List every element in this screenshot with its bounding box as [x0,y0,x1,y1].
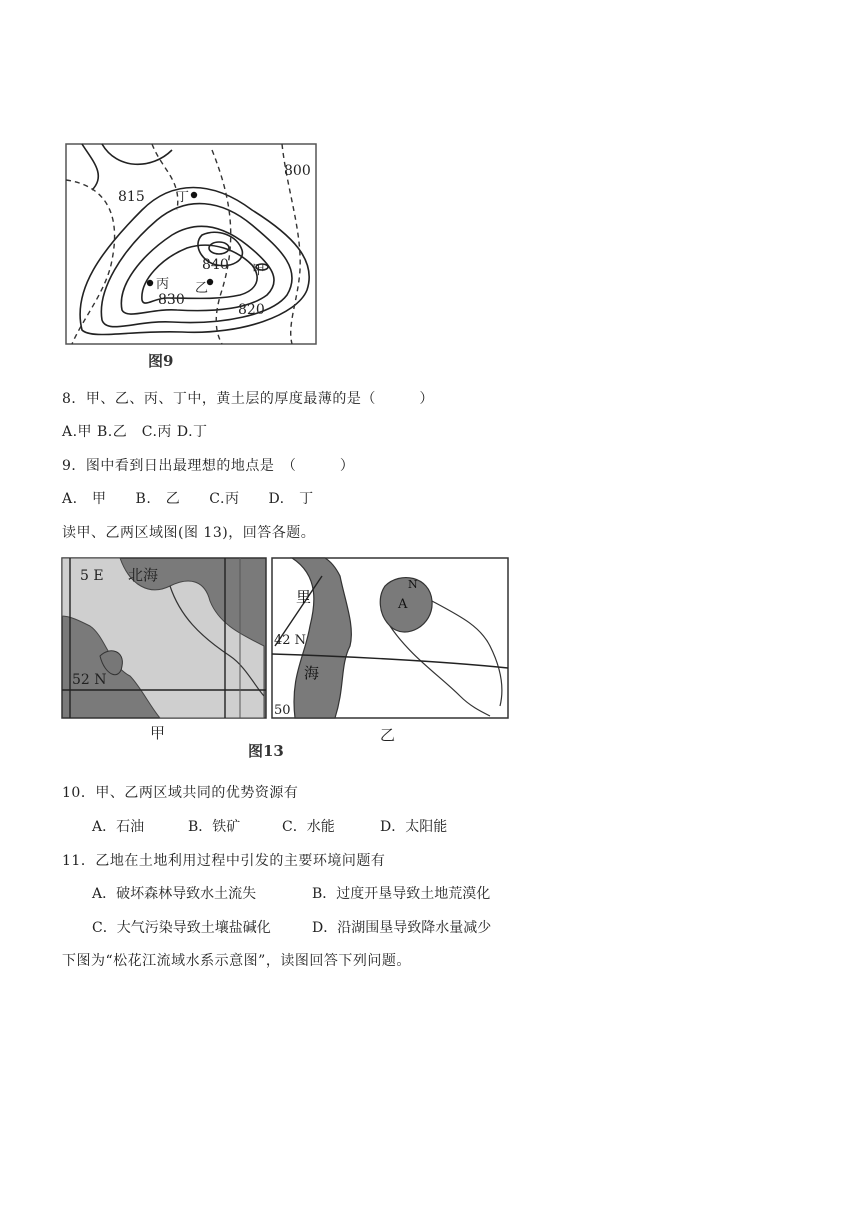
map-jia-label: 甲 [150,724,166,742]
contour-label-840: 840 [202,257,229,273]
contour-label-830: 830 [158,292,185,308]
point-label-ding: 丁 [176,190,190,205]
point-label-jia: 甲 [252,263,266,278]
question-11-stem: 11．乙地在土地利用过程中引发的主要环境问题有 [62,853,386,869]
map-yi-lat-mid: 42 N [274,633,307,648]
map-yi-lake: A [398,597,408,612]
figure-9-contour-map [62,140,320,370]
contour-label-800: 800 [284,163,311,179]
figure-9-caption: 图9 [148,352,174,370]
question-11-option-d: D．沿湖围垦导致降水量减少 [312,920,492,936]
question-8-options: A.甲 B.乙 C.丙 D.丁 [62,424,208,440]
songhua-river-intro: 下图为“松花江流域水系示意图”，读图回答下列问题。 [62,953,411,969]
question-9-options: A. 甲 B. 乙 C.丙 D. 丁 [62,491,314,507]
figure-13-intro: 读甲、乙两区域图(图 13)，回答各题。 [62,525,316,541]
question-11-option-c: C．大气污染导致土壤盐碱化 [92,920,271,936]
question-10-option-b: B．铁矿 [188,819,241,835]
question-9-stem: 9．图中看到日出最理想的地点是 （ ） [62,458,355,474]
question-8-stem: 8．甲、乙、丙、丁中，黄土层的厚度最薄的是（ ） [62,391,434,407]
map-yi-sea-bottom: 海 [304,664,320,682]
map-jia-sea: 北海 [128,566,159,584]
question-11-option-a: A．破坏森林导致水土流失 [92,886,257,902]
map-yi-label: 乙 [380,726,396,744]
map-yi-lat-bottom: 50 [274,703,291,718]
point-label-bing: 丙 [156,277,170,292]
map-jia-lon: 5 E [80,568,104,584]
question-10-stem: 10．甲、乙两区域共同的优势资源有 [62,785,299,801]
map-yi-north: N [408,578,418,591]
figure-13-caption: 图13 [248,742,284,760]
map-yi [272,558,508,718]
question-10-option-d: D．太阳能 [380,819,448,835]
contour-label-820: 820 [238,302,265,318]
map-jia-lat: 52 N [72,672,107,688]
figure-13-regional-maps [60,556,510,766]
map-yi-sea-top: 里 [296,588,312,606]
map-jia [62,558,266,718]
contour-label-815: 815 [118,189,145,205]
question-10-option-a: A．石油 [92,819,145,835]
question-10-option-c: C．水能 [282,819,335,835]
point-label-yi: 乙 [195,281,209,296]
question-11-option-b: B．过度开垦导致土地荒漠化 [312,886,491,902]
